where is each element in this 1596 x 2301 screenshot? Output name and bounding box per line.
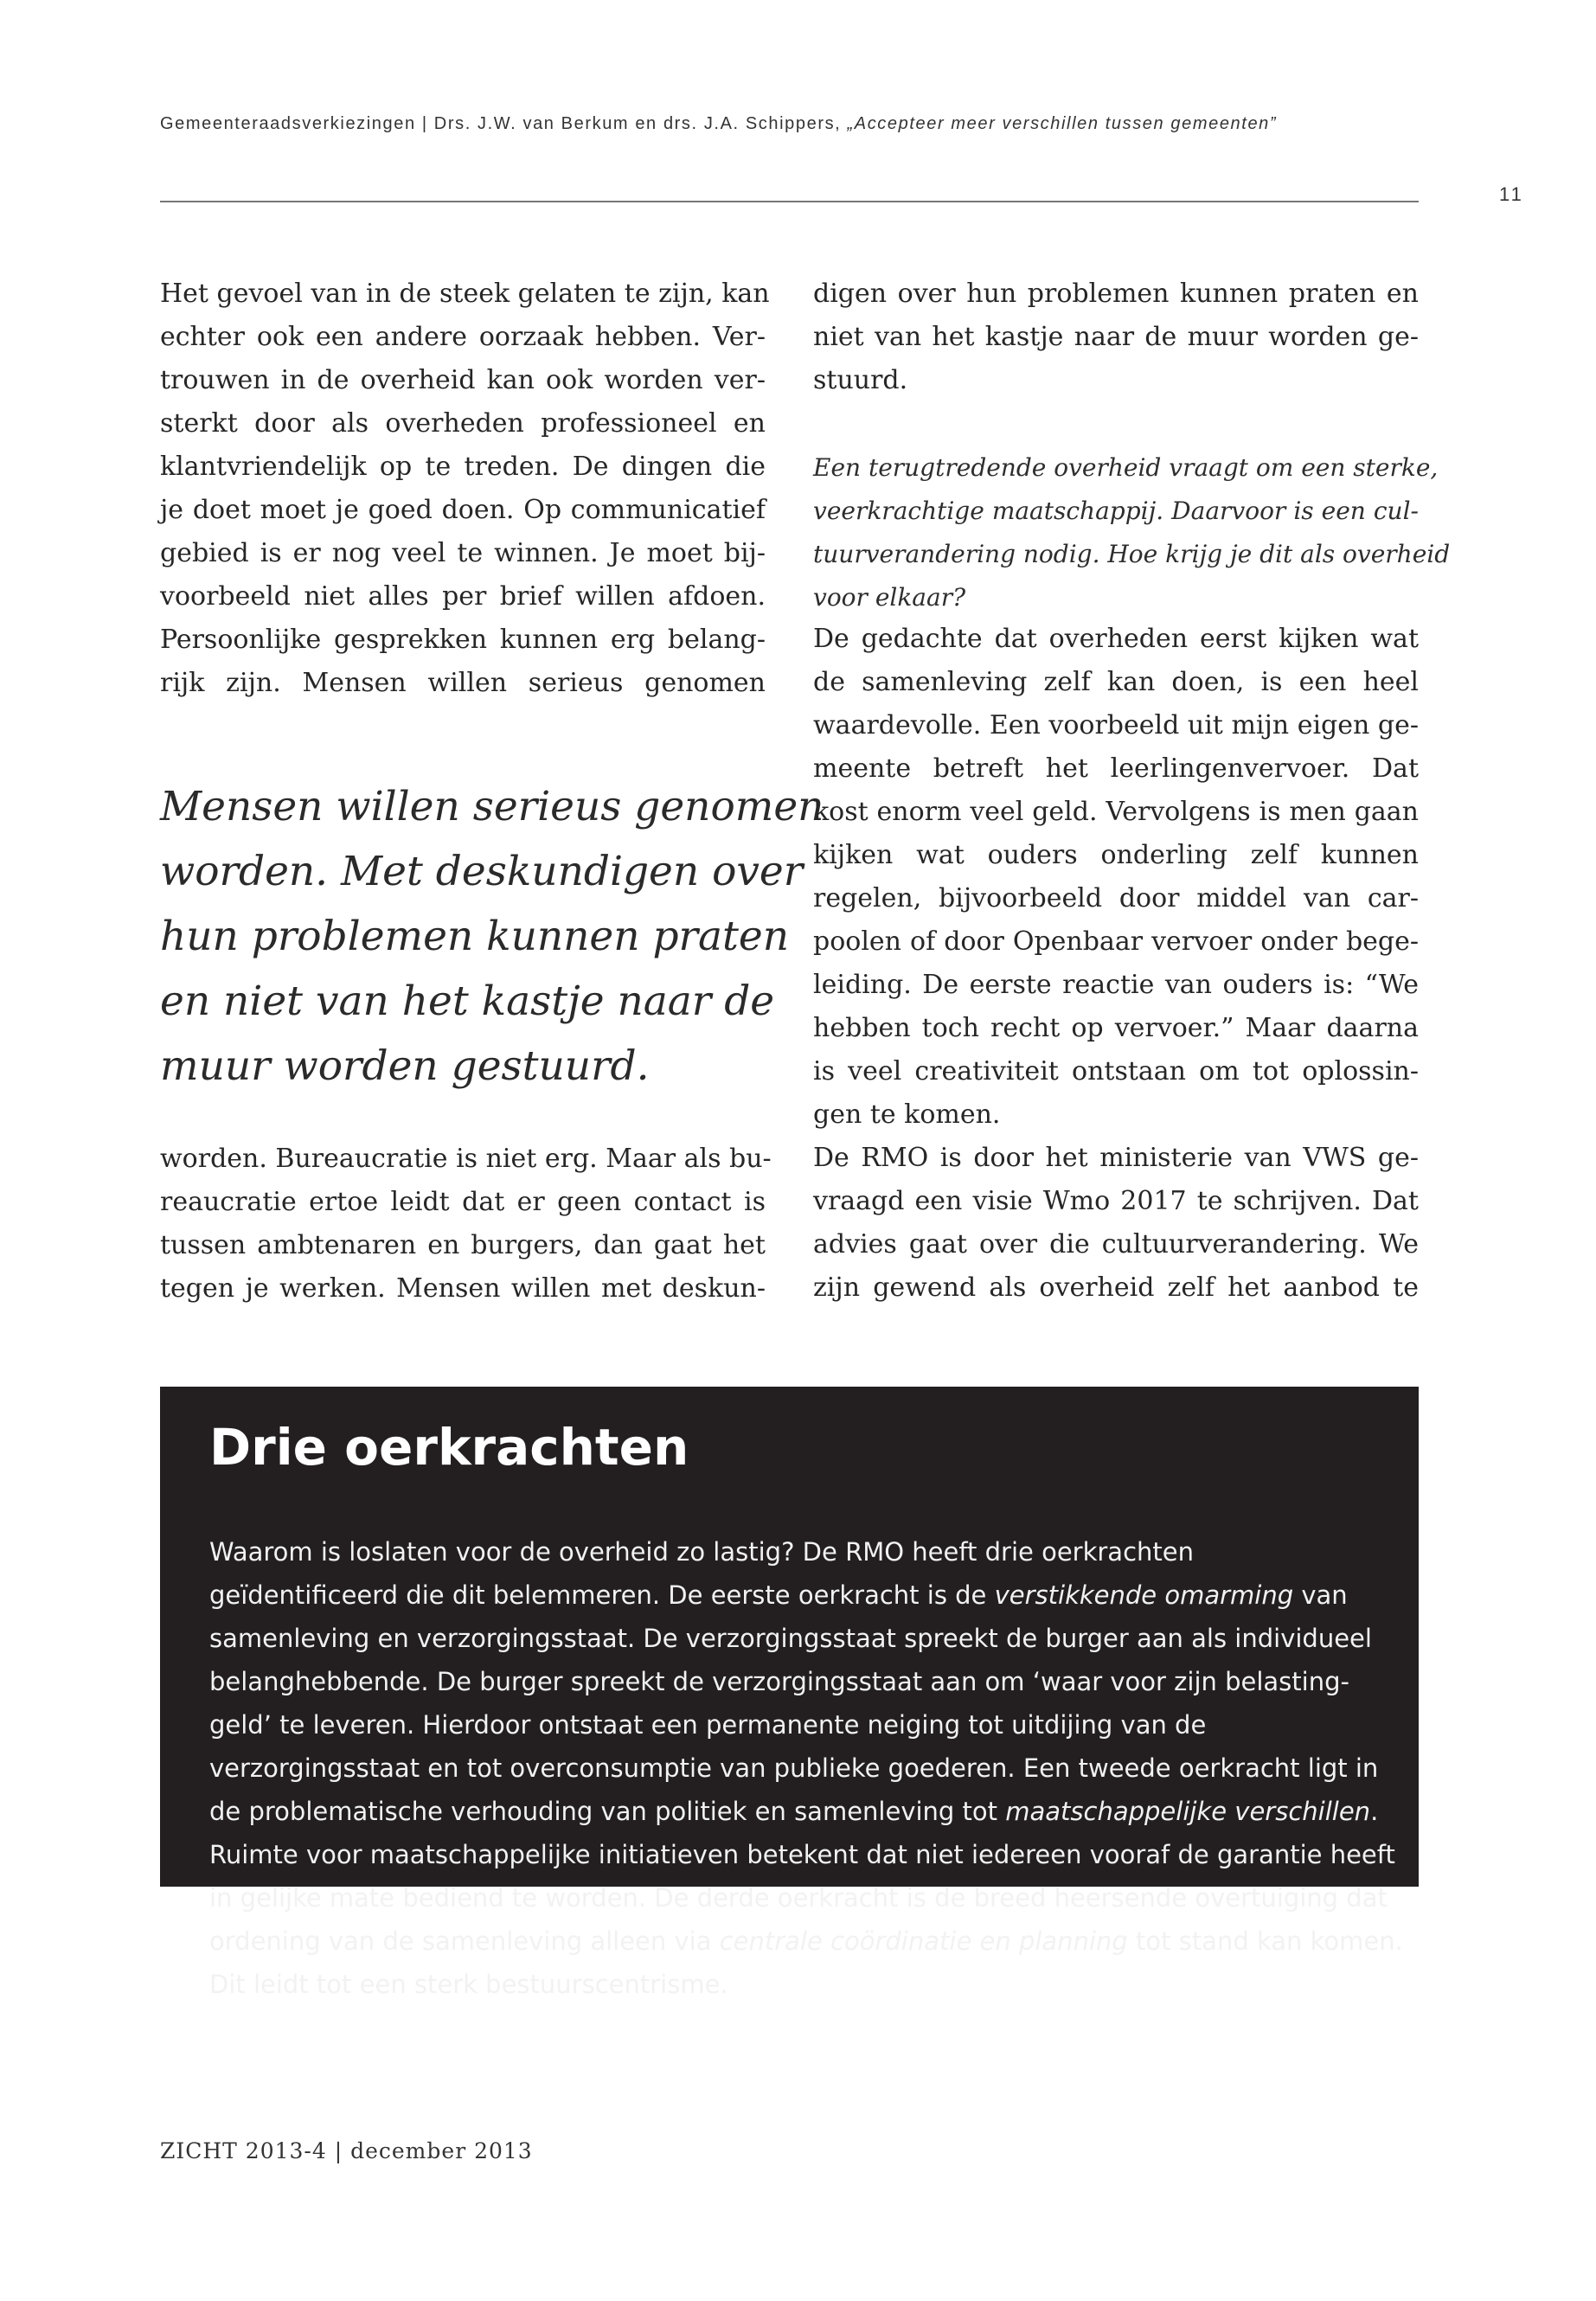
text-line: poolen of door Openbaar vervoer onder bege-: [813, 926, 1419, 957]
box-line: in gelijke mate bediend te worden. De derde oerkracht is de breed heersende overtuiging dat: [209, 1883, 1388, 1913]
text-line: regelen, bijvoorbeeld door middel van car-: [813, 883, 1419, 913]
box-title: Drie oerkrachten: [209, 1418, 689, 1477]
question-line: voor elkaar?: [813, 583, 966, 612]
left-column-top: [160, 272, 770, 705]
pull-quote-line: hun problemen kunnen praten: [160, 913, 789, 960]
text-line: digen over hun problemen kunnen praten en: [813, 279, 1419, 309]
text-line: worden. Bureaucratie is niet erg. Maar als bu-: [160, 1144, 772, 1174]
text-line: kost enorm veel geld. Vervolgens is men gaan: [813, 797, 1419, 827]
box-line-part: tot stand kan komen.: [1127, 1926, 1403, 1956]
page-number: 11: [1499, 183, 1524, 205]
pull-quote-line: Mensen willen serieus genomen: [160, 783, 824, 830]
text-line: vraagd een visie Wmo 2017 te schrijven. Dat: [813, 1186, 1419, 1216]
text-line: tegen je werken. Mensen willen met deskun-: [160, 1273, 766, 1304]
text-line: de samenleving zelf kan doen, is een heel: [813, 667, 1419, 697]
text-line: gebied is er nog veel te winnen. Je moet bij-: [160, 538, 766, 568]
text-line: is veel creativiteit ontstaan om tot oplossin-: [813, 1056, 1419, 1086]
text-line: gen te komen.: [813, 1099, 1001, 1130]
text-line: rijk zijn. Mensen willen serieus genomen: [160, 668, 766, 698]
text-line: kijken wat ouders onderling zelf kunnen: [813, 840, 1419, 870]
box-emphasis: verstikkende omarming: [994, 1580, 1294, 1610]
text-line: hebben toch recht op vervoer.” Maar daarna: [813, 1013, 1419, 1043]
right-column-body: [813, 618, 1419, 1310]
text-line: tussen ambtenaren en burgers, dan gaat het: [160, 1230, 766, 1260]
box-line: [209, 1920, 1403, 1963]
text-line: reaucratie ertoe leidt dat er geen contact is: [160, 1187, 766, 1217]
right-column-top: [813, 272, 1419, 402]
text-line: Persoonlijke gesprekken kunnen erg belang-: [160, 625, 766, 655]
text-line: echter ook een andere oorzaak hebben. Ver-: [160, 322, 766, 352]
pull-quote: [160, 774, 824, 1099]
text-line: Het gevoel van in de steek gelaten te zijn, kan: [160, 279, 770, 309]
text-line: De gedachte dat overheden eerst kijken wat: [813, 624, 1419, 654]
text-line: stuurd.: [813, 365, 908, 395]
left-column-bottom: [160, 1138, 772, 1311]
box-line-part: .: [1370, 1797, 1379, 1826]
box-emphasis: centrale coördinatie en planning: [719, 1926, 1128, 1956]
question-line: tuurverandering nodig. Hoe krijg je dit als overheid: [813, 540, 1451, 568]
box-line: samenleving en verzorgingsstaat. De verzorgingsstaat spreekt de burger aan als individueel: [209, 1624, 1372, 1653]
text-line: trouwen in de overheid kan ook worden ver-: [160, 365, 766, 395]
box-line-part: van: [1293, 1580, 1348, 1610]
sidebar-box: [160, 1387, 1419, 1999]
box-line: geld’ te leveren. Hierdoor ontstaat een permanente neiging tot uitdijing van de: [209, 1710, 1207, 1740]
text-line: niet van het kastje naar de muur worden ge-: [813, 322, 1419, 352]
text-line: je doet moet je goed doen. Op communicatief: [160, 495, 766, 525]
box-line: Waarom is loslaten voor de overheid zo lastig? De RMO heeft drie oerkrachten: [209, 1537, 1194, 1567]
question-line: Een terugtredende overheid vraagt om een sterke,: [813, 453, 1439, 482]
text-line: meente betreft het leerlingenvervoer. Dat: [813, 753, 1419, 784]
pull-quote-line: en niet van het kastje naar de: [160, 977, 775, 1025]
header-rule: [160, 201, 1419, 202]
footer-issue: ZICHT 2013-4 | december 2013: [160, 2138, 533, 2163]
text-line: leiding. De eerste reactie van ouders is: “We: [813, 970, 1419, 1000]
box-line: verzorgingsstaat en tot overconsumptie van publieke goederen. Een tweede oerkracht ligt in: [209, 1753, 1379, 1783]
text-line: De RMO is door het ministerie van VWS ge-: [813, 1143, 1419, 1173]
box-line-part: de problematische verhouding van politiek en samenleving tot: [209, 1797, 1006, 1826]
interview-question: [813, 446, 1451, 619]
article-title: „Accepteer meer verschillen tussen gemeenten”: [847, 114, 1278, 133]
question-line: veerkrachtige maatschappij. Daarvoor is een cul-: [813, 497, 1419, 525]
box-line: [209, 1574, 1368, 1617]
box-line-part: geïdentificeerd die dit belemmeren. De eerste oerkracht is de: [209, 1580, 995, 1610]
box-line: Dit leidt tot een sterk bestuurscentrisme.: [209, 1970, 728, 1999]
box-text: [209, 1530, 1403, 2006]
box-line: Ruimte voor maatschappelijke initiatieven betekent dat niet iedereen vooraf de garantie heeft: [209, 1840, 1395, 1869]
box-line: [209, 1790, 1379, 1833]
box-line: belanghebbende. De burger spreekt de verzorgingsstaat aan om ‘waar voor zijn belasting-: [209, 1667, 1349, 1696]
pull-quote-line: worden. Met deskundigen over: [160, 848, 804, 895]
text-line: klantvriendelijk op te treden. De dingen die: [160, 452, 766, 482]
running-title: Gemeenteraadsverkiezingen | Drs. J.W. van Berkum en drs. J.A. Schippers,: [160, 114, 848, 133]
text-line: waardevolle. Een voorbeeld uit mijn eigen ge-: [813, 710, 1419, 740]
box-emphasis: maatschappelijke verschillen: [1005, 1797, 1371, 1826]
pull-quote-line: muur worden gestuurd.: [160, 1042, 650, 1090]
running-header: [160, 114, 1277, 134]
text-line: zijn gewend als overheid zelf het aanbod te: [813, 1272, 1419, 1303]
text-line: advies gaat over die cultuurverandering. We: [813, 1229, 1419, 1259]
box-line-part: ordening van de samenleving alleen via: [209, 1926, 720, 1956]
text-line: voorbeeld niet alles per brief willen afdoen.: [160, 581, 766, 612]
text-line: sterkt door als overheden professioneel en: [160, 408, 766, 439]
